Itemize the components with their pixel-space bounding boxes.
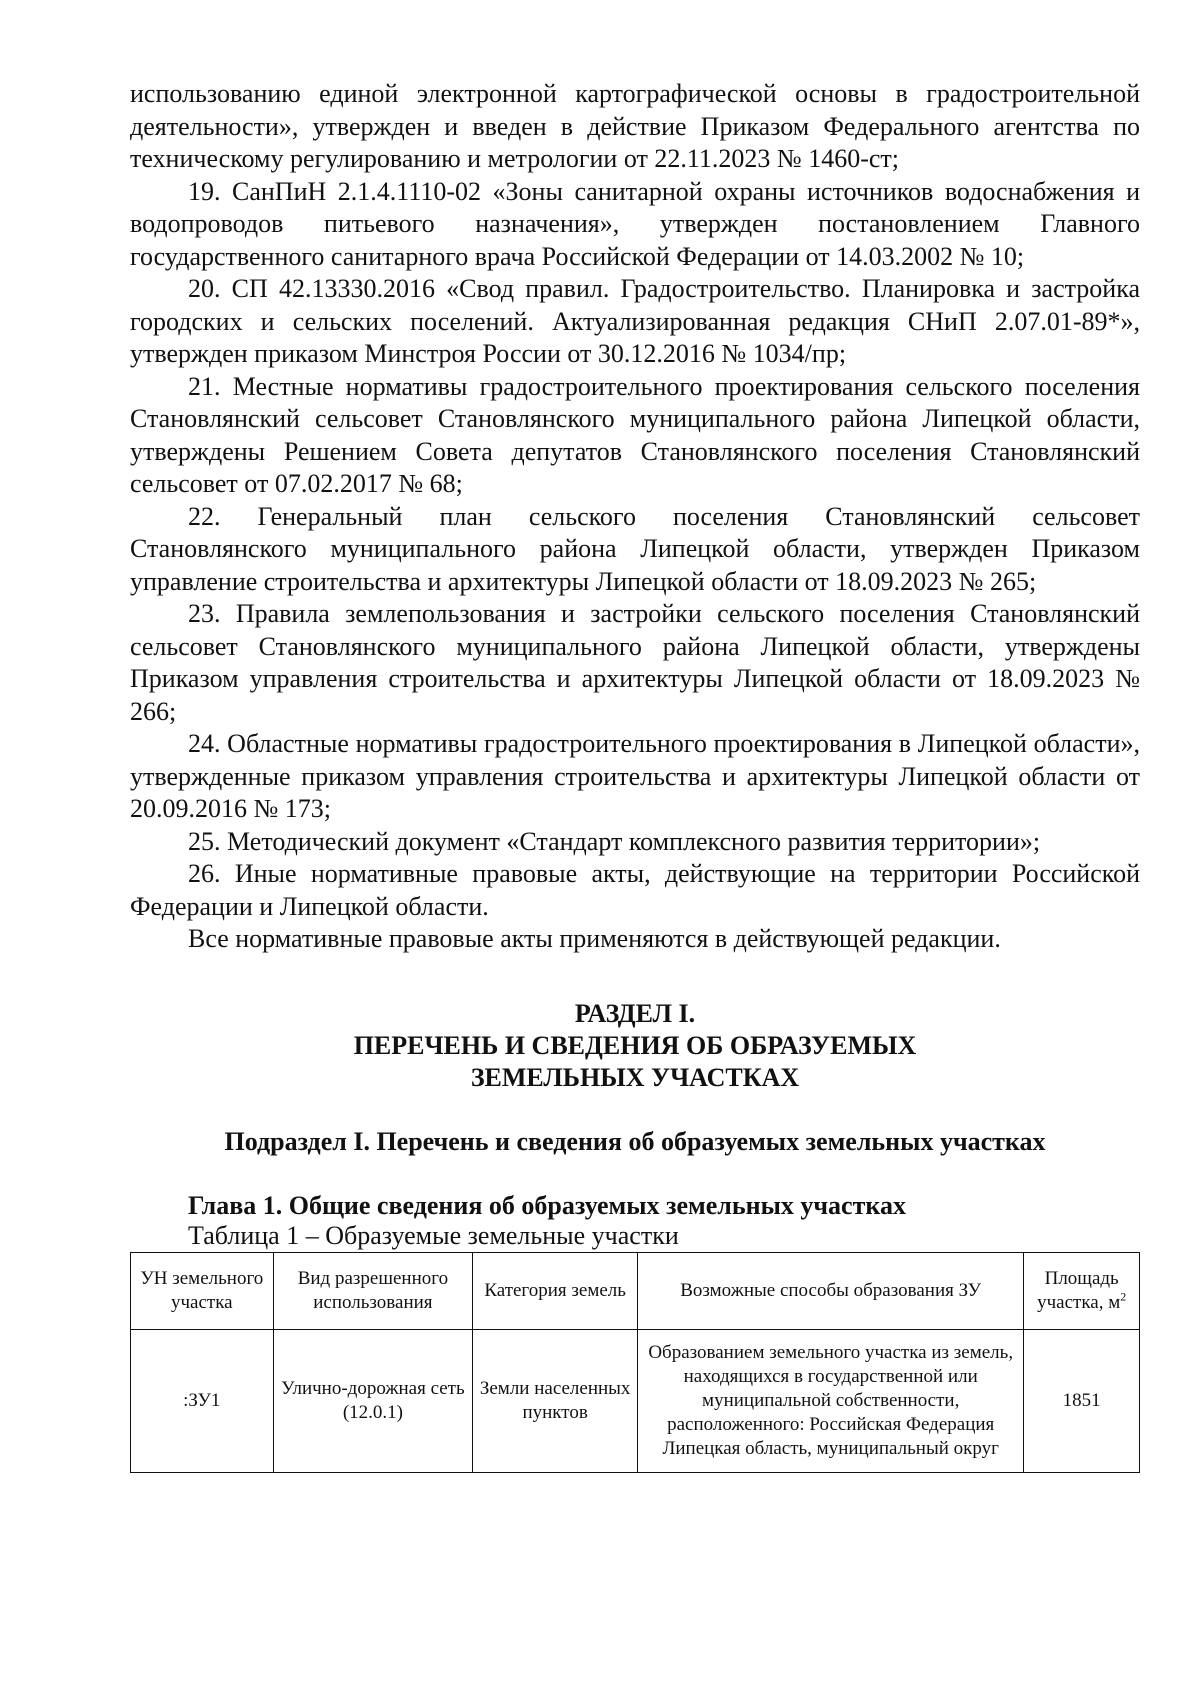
paragraph-item-21: 21. Местные нормативы градостроительного проектирования сельского поселения Становлянский сельсовет Становлянского муниципального района Липецкой области, утверждены Решением Совета депутатов Становлянского поселения Становлянский сельсовет от 07.02.2017 № 68;: [130, 371, 1140, 498]
header-formation-methods: Возможные способы образования ЗУ: [638, 1252, 1024, 1329]
cell-permitted-use: Улично-дорожная сеть (12.0.1): [273, 1329, 473, 1472]
paragraph-item-24: 24. Областные нормативы градостроительного проектирования в Липецкой области», утвержденные приказом управления строительства и архитектуры Липецкой области от 20.09.2016 № 173;: [130, 729, 1140, 823]
paragraph-closing: Все нормативные правовые акты применяются в действующей редакции.: [188, 924, 1001, 953]
header-area-superscript: 2: [1120, 1289, 1127, 1304]
chapter-title: Глава 1. Общие сведения об образуемых земельных участках: [188, 1190, 906, 1220]
header-area-label: Площадь участка, м: [1037, 1267, 1121, 1313]
cell-area: 1851: [1024, 1329, 1140, 1472]
paragraph-item-23: 23. Правила землепользования и застройки сельского поселения Становлянский сельсовет Становлянского муниципального района Липецкой области, утверждены Приказом управления строительства и архитектуры Липецкой области от 18.09.2023 № 266;: [130, 599, 1140, 726]
cell-land-category: Земли населенных пунктов: [473, 1329, 638, 1472]
land-plots-table: [130, 1252, 1140, 1473]
table-caption: Таблица 1 – Образуемые земельные участки: [188, 1220, 679, 1250]
paragraph-item-19: 19. СанПиН 2.1.4.1110-02 «Зоны санитарной охраны источников водоснабжения и водопроводов питьевого назначения», утвержден постановлением Главного государственного санитарного врача Российской Федерации от 14.03.2002 № 10;: [130, 176, 1140, 271]
document-page: [130, 78, 1140, 1473]
header-land-category: Категория земель: [473, 1252, 638, 1329]
section-heading-line2: ПЕРЕЧЕНЬ И СВЕДЕНИЯ ОБ ОБРАЗУЕМЫХ: [353, 1030, 917, 1060]
paragraph-continuation: использованию единой электронной картографической основы в градостроительной деятельности», утвержден и введен в действие Приказом Федерального агентства по техническому регулированию и метрологии от 22.11.2023 № 1460-ст;: [130, 79, 1140, 173]
table-header-row: [131, 1252, 1140, 1329]
paragraph-item-22: 22. Генеральный план сельского поселения Становлянский сельсовет Становлянского муниципального района Липецкой области, утвержден Приказом управление строительства и архитектуры Липецкой области от 18.09.2023 № 265;: [130, 501, 1140, 596]
header-area: [1024, 1252, 1140, 1329]
section-heading-line1: РАЗДЕЛ I.: [574, 998, 696, 1028]
subsection-title: Подраздел I. Перечень и сведения об образуемых земельных участках: [224, 1126, 1046, 1156]
header-un: УН земельного участка: [131, 1252, 274, 1329]
cell-formation-method: Образованием земельного участка из земель, находящихся в государственной или муниципальной собственности, расположенного: Российская Федерация Липецкая область, муниципальный округ: [638, 1329, 1024, 1472]
paragraph-item-25: 25. Методический документ «Стандарт комплексного развития территории»;: [188, 826, 1041, 856]
table-row: [131, 1329, 1140, 1472]
paragraph-item-26: 26. Иные нормативные правовые акты, действующие на территории Российской Федерации и Липецкой области.: [130, 859, 1140, 921]
section-heading-line3: ЗЕМЕЛЬНЫХ УЧАСТКАХ: [470, 1062, 800, 1092]
paragraph-item-20: 20. СП 42.13330.2016 «Свод правил. Градостроительство. Планировка и застройка городских и сельских поселений. Актуализированная редакция СНиП 2.07.01-89*», утвержден приказом Минстроя России от 30.12.2016 № 1034/пр;: [130, 274, 1140, 368]
section-heading: [130, 998, 1140, 1094]
cell-un: :ЗУ1: [131, 1329, 274, 1472]
header-permitted-use: Вид разрешенного использования: [273, 1252, 473, 1329]
